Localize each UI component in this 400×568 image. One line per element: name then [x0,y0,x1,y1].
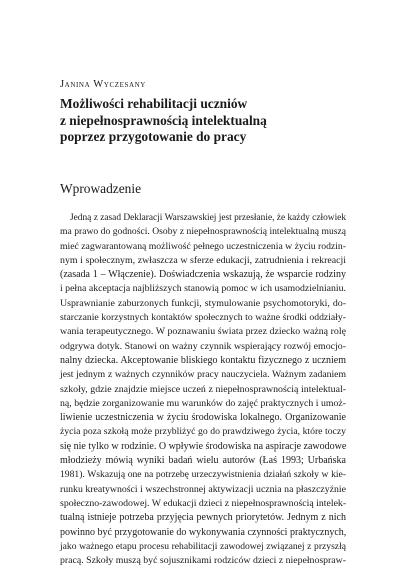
page [60,0,346,568]
title-line: poprzez przygotowanie do pracy [60,129,247,144]
body-line: nalny dziecka. Akceptowanie bliskiego kontaktu fizycznego z uczniem [60,354,346,366]
body-line: Usprawnianie zaburzonych funkcji, stymulowanie psychomotoryki, do- [60,297,346,309]
body-line: szkoły, gdzie znajdzie miejsce uczeń z niepełnosprawnością intelektual- [60,383,346,395]
body-line: Jedną z zasad Deklaracji Warszawskiej jest przesłanie, że każdy człowiek [70,213,347,223]
body-line: jest jednym z ważnych czynników pracy nauczyciela. Ważnym zadaniem [60,369,346,381]
body-line: ma prawo do godności. Osoby z niepełnosprawnością intelektualną muszą [60,226,346,238]
body-line: społeczno-zawodowej. W edukacji dzieci z niepełnosprawnością intelek- [60,497,347,509]
body-line: 1981). Wskazują one na potrzebę urzeczywistnienia działań szkoły w kie- [60,469,346,481]
body-line: mieć zagwarantowaną możliwość pełnego uczestniczenia w życiu rodzin- [60,240,346,252]
body-line: się nie tylko w rodzinie. O wpływie środowiska na aspiracje zawodowe [60,440,347,452]
body-line: jako ważnego etapu procesu rehabilitacji zawodowej związanej z przyszłą [60,540,346,552]
title-line: Możliwości rehabilitacji uczniów [60,96,248,111]
body-line: powinno być przygotowanie do wykonywania czynności praktycznych, [60,526,347,538]
body-line: nym i społecznym, zwłaszcza w sferze edukacji, zatrudnienia i rekreacji [60,254,346,266]
body-line: runku kreatywności i wszechstronnej aktywizacji ucznia na płaszczyźnie [60,483,346,495]
body-line: wania terapeutycznego. W poznawaniu świata przez dziecko ważną rolę [60,326,346,338]
body-line: życia poza szkołą może przybliżyć go do prawdziwego życia, które toczy [60,426,346,438]
section-heading: Wprowadzenie [60,181,142,196]
article-title [60,96,346,146]
body-paragraph [60,211,346,568]
body-line: tualną istnieje potrzeba przyjęcia pewnych priorytetów. Jednym z nich [60,512,346,524]
body-line: (zasada 1 – Włączenie). Doświadczenia wskazują, że wsparcie rodziny [60,269,346,281]
body-line: starczanie korzystnych kontaktów społecznych to ważne środki oddziały- [60,312,346,324]
title-line: z niepełnosprawnością intelektualną [60,112,267,128]
body-line: ną, będzie zorganizowanie mu warunków do zajęć praktycznych i umoż- [60,397,346,409]
body-line: i pełna akceptacja najbliższych stanowią pomoc w ich usamodzielnianiu. [60,283,346,295]
body-line: liwienie uczestniczenia w życiu środowiska lokalnego. Organizowanie [60,412,346,424]
body-line: pracą. Szkoły muszą być sojusznikami rodziców dzieci z niepełnospraw- [60,555,346,567]
body-line: młodzieży mówią wyniki badań wielu autorów (Łaś 1993; Urbańska [60,455,346,467]
author-name: Janina Wyczesany [60,79,146,90]
body-line: odgrywa dotyk. Stanowi on ważny czynnik wspierający rozwój emocjo- [60,340,346,352]
